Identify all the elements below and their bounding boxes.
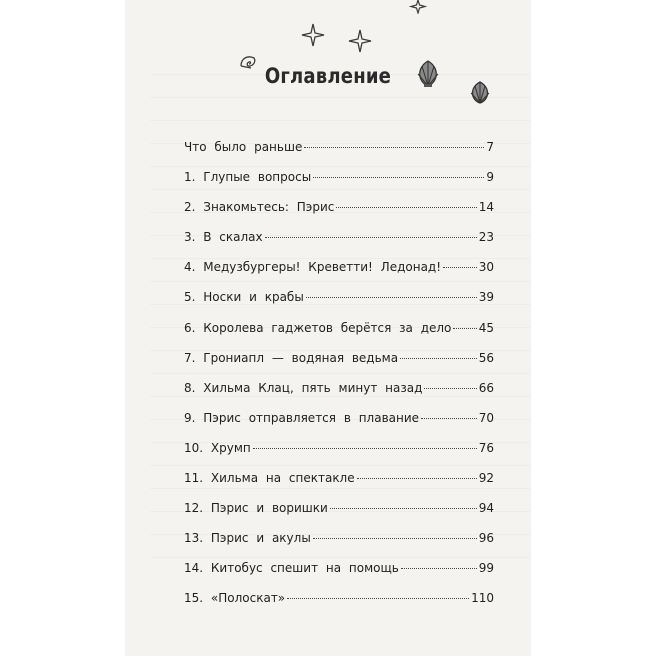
toc-entry-title: 9. Пэрис отправляется в плавание	[184, 410, 420, 425]
toc-entry-title: 10. Хрумп	[184, 440, 251, 455]
toc-entry-title: 11. Хильма на спектакле	[184, 471, 355, 486]
dot-leader	[400, 358, 477, 359]
dot-leader	[313, 538, 477, 539]
toc-entry	[184, 321, 494, 351]
dot-leader	[443, 267, 477, 268]
toc-entry-title: 4. Медузбургеры! Креветти! Ледонад!	[184, 260, 442, 275]
toc-entry-page: 76	[478, 440, 494, 455]
toc-entry-page: 7	[486, 140, 494, 154]
star-icon	[347, 28, 373, 54]
toc-entry-title: Что было раньше	[184, 140, 303, 154]
toc-entry-page: 94	[478, 501, 494, 516]
toc-entry-page: 56	[478, 350, 494, 365]
dot-leader	[287, 598, 469, 599]
toc-entry	[184, 290, 494, 320]
star-icon	[408, 0, 428, 14]
toc-entry-title: 14. Китобус спешит на помощь	[184, 561, 399, 576]
toc-entry-page: 30	[478, 260, 494, 275]
toc-entry-page: 70	[478, 410, 494, 425]
toc-entry	[184, 501, 494, 531]
toc-entry-title: 12. Пэрис и воришки	[184, 501, 328, 516]
toc-entry-page: 92	[478, 471, 494, 486]
toc-entry-title: 8. Хильма Клац, пять минут назад	[184, 380, 423, 395]
toc-entry	[184, 531, 494, 561]
toc-entry	[184, 140, 494, 170]
toc-entry	[184, 441, 494, 471]
dot-leader	[265, 237, 477, 238]
toc-entry-page: 96	[478, 531, 494, 546]
toc-entry-title: 6. Королева гаджетов берётся за дело	[184, 320, 452, 335]
toc-entry-page: 39	[478, 290, 494, 305]
dot-leader	[330, 508, 477, 509]
toc-entry-title: 3. В скалах	[184, 230, 263, 245]
dot-leader	[336, 207, 476, 208]
toc-entry	[184, 381, 494, 411]
toc-entry	[184, 351, 494, 381]
toc-entry-title: 5. Носки и крабы	[184, 290, 304, 305]
toc-entry-page: 110	[471, 591, 494, 606]
dot-leader	[424, 388, 476, 389]
dot-leader	[421, 418, 477, 419]
toc-entry	[184, 411, 494, 441]
toc-entry-page: 14	[478, 200, 494, 215]
toc-entry-page: 23	[478, 230, 494, 245]
toc-entry-title: 13. Пэрис и акулы	[184, 531, 311, 546]
dot-leader	[453, 328, 476, 329]
dot-leader	[357, 478, 477, 479]
page-title: Оглавление	[264, 64, 392, 88]
table-of-contents	[184, 140, 494, 622]
dot-leader	[313, 177, 484, 178]
dot-leader	[306, 297, 477, 298]
star-icon	[300, 22, 326, 48]
dot-leader	[401, 568, 477, 569]
toc-entry	[184, 471, 494, 501]
toc-entry-page: 99	[478, 561, 494, 576]
toc-entry	[184, 260, 494, 290]
toc-entry-title: 2. Знакомьтесь: Пэрис	[184, 200, 335, 215]
toc-entry	[184, 170, 494, 200]
dot-leader	[304, 147, 484, 148]
dot-leader	[253, 448, 477, 449]
toc-entry-page: 45	[478, 320, 494, 335]
toc-entry	[184, 230, 494, 260]
toc-entry	[184, 561, 494, 591]
toc-entry	[184, 200, 494, 230]
toc-entry-title: 7. Грониапл — водяная ведьма	[184, 350, 399, 365]
toc-entry-page: 66	[478, 380, 494, 395]
toc-entry-title: 15. «Полоскат»	[184, 591, 286, 606]
toc-entry	[184, 591, 494, 621]
toc-entry-title: 1. Глупые вопросы	[184, 170, 312, 185]
toc-entry-page: 9	[486, 170, 494, 185]
